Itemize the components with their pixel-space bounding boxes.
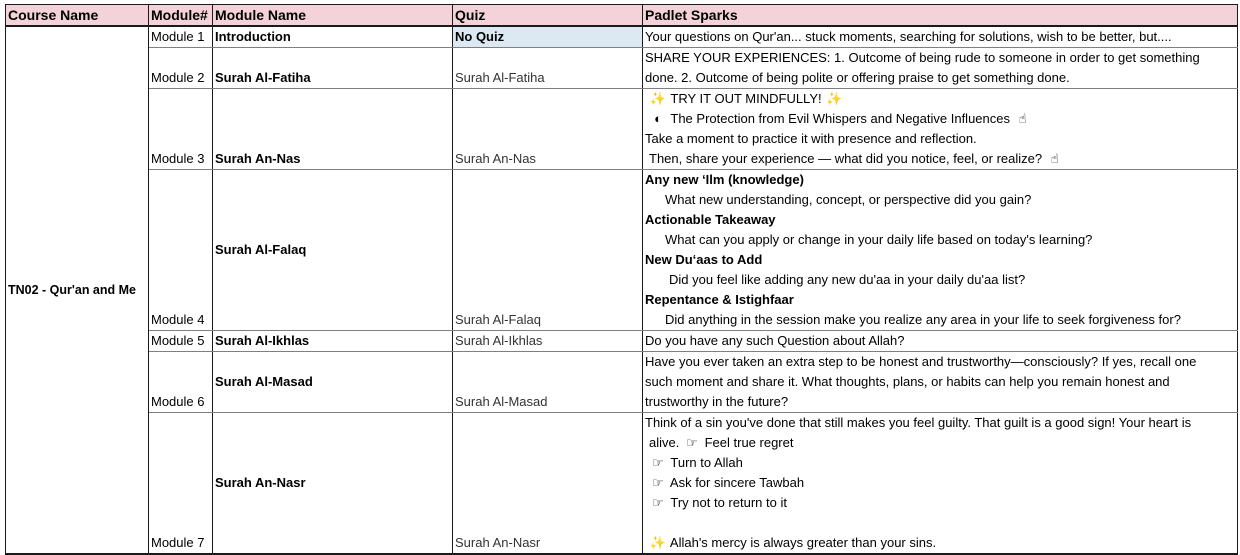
spark-line: What new understanding, concept, or perspective did you gain? [665, 192, 1032, 207]
spark-line: ◐ The Protection from Evil Whispers and Negative Influences ☝ [645, 109, 1235, 129]
header-padlet-sparks[interactable]: Padlet Sparks [643, 5, 1238, 27]
module-name-cell[interactable]: Surah Al-Falaq [213, 170, 453, 331]
quiz-cell[interactable]: Surah An-Nasr [453, 413, 643, 555]
table-row [6, 89, 1238, 170]
spark-heading: New Du‘aas to Add [645, 252, 763, 267]
spark-line: done. 2. Outcome of being polite or offering praise to get something done. [645, 70, 1070, 85]
quiz-cell[interactable]: No Quiz [453, 26, 643, 48]
module-number-cell[interactable]: Module 1 [149, 26, 213, 48]
spark-line: ✨ Allah's mercy is always greater than your sins. [645, 533, 1235, 553]
spark-heading: Repentance & Istighfaar [645, 292, 794, 307]
table-row [6, 352, 1238, 413]
header-course-name[interactable]: Course Name [6, 5, 149, 27]
module-number-cell[interactable]: Module 4 [149, 170, 213, 331]
spark-line: Did you feel like adding any new du'aa in your daily du'aa list? [669, 272, 1026, 287]
spark-line: What can you apply or change in your daily life based on today's learning? [665, 232, 1093, 247]
spark-line: Take a moment to practice it with presence and reflection. [645, 131, 977, 146]
spark-line: Think of a sin you've done that still makes you feel guilty. That guilt is a good sign! Your heart is [645, 415, 1192, 430]
module-name-cell[interactable]: Surah Al-Ikhlas [213, 331, 453, 352]
spark-line: ☞ Try not to return to it [645, 493, 1235, 513]
header-module-number[interactable]: Module# [149, 5, 213, 27]
spark-line: Have you ever taken an extra step to be honest and trustworthy—consciously? If yes, recall one [645, 354, 1197, 369]
course-name-cell[interactable]: TN02 - Qur'an and Me [6, 26, 149, 554]
spark-line: Do you have any such Question about Allah? [645, 333, 905, 348]
padlet-spark-cell[interactable] [643, 413, 1238, 555]
spark-line: Your questions on Qur'an... stuck moments, searching for solutions, wish to be better, but.... [645, 29, 1172, 44]
spark-heading: Any new ‘Ilm (knowledge) [645, 172, 804, 187]
spark-line: Then, share your experience — what did you notice, feel, or realize? ☝ [645, 149, 1235, 169]
spark-line: Did anything in the session make you realize any area in your life to seek forgiveness for? [665, 312, 1181, 327]
padlet-spark-cell[interactable] [643, 48, 1238, 89]
quiz-cell[interactable]: Surah Al-Falaq [453, 170, 643, 331]
spark-line: alive. ☞ Feel true regret [645, 433, 1235, 453]
spark-line: trustworthy in the future? [645, 394, 789, 409]
spark-heading: Actionable Takeaway [645, 212, 776, 227]
sparkles-icon: ✨ [649, 535, 667, 550]
padlet-spark-cell[interactable] [643, 331, 1238, 352]
quiz-cell[interactable]: Surah An-Nas [453, 89, 643, 170]
padlet-spark-cell[interactable] [643, 170, 1238, 331]
module-number-cell[interactable]: Module 6 [149, 352, 213, 413]
header-quiz[interactable]: Quiz [453, 5, 643, 27]
spark-line: SHARE YOUR EXPERIENCES: 1. Outcome of being rude to someone in order to get something [645, 50, 1200, 65]
pointing-hand-icon: ☞ [652, 475, 664, 490]
module-name-cell[interactable]: Surah Al-Masad [213, 352, 453, 413]
half-circle-icon: ◐ [654, 111, 662, 126]
spark-line [645, 513, 1235, 533]
header-row [6, 5, 1238, 27]
padlet-spark-cell[interactable] [643, 89, 1238, 170]
padlet-spark-cell[interactable] [643, 352, 1238, 413]
quiz-cell[interactable]: Surah Al-Masad [453, 352, 643, 413]
module-number-cell[interactable]: Module 3 [149, 89, 213, 170]
quiz-cell[interactable]: Surah Al-Ikhlas [453, 331, 643, 352]
module-name-cell[interactable]: Surah An-Nas [213, 89, 453, 170]
pointing-hand-icon: ☞ [652, 495, 664, 510]
header-module-name[interactable]: Module Name [213, 5, 453, 27]
spark-line: ☞ Turn to Allah [645, 453, 1235, 473]
pointing-hand-icon: ☞ [652, 455, 664, 470]
table-row [6, 170, 1238, 331]
module-number-cell[interactable]: Module 2 [149, 48, 213, 89]
spark-line: such moment and share it. What thoughts, plans, or habits can help you remain honest and [645, 374, 1170, 389]
spark-line: ✨ TRY IT OUT MINDFULLY! ✨ [645, 89, 1235, 109]
modules-table [5, 4, 1238, 555]
quiz-cell[interactable]: Surah Al-Fatiha [453, 48, 643, 89]
padlet-spark-cell[interactable] [643, 26, 1238, 48]
table-row [6, 48, 1238, 89]
module-number-cell[interactable]: Module 5 [149, 331, 213, 352]
hand-icon: ☝ [1018, 111, 1027, 126]
module-name-cell[interactable]: Introduction [213, 26, 453, 48]
pointing-hand-icon: ☞ [686, 435, 698, 450]
module-name-cell[interactable]: Surah Al-Fatiha [213, 48, 453, 89]
module-number-cell[interactable]: Module 7 [149, 413, 213, 555]
table-row [6, 413, 1238, 555]
hand-icon: ☝ [1050, 151, 1059, 166]
sparkles-icon: ✨ [649, 91, 667, 106]
table-row [6, 331, 1238, 352]
table-row [6, 26, 1238, 48]
spark-line: ☞ Ask for sincere Tawbah [645, 473, 1235, 493]
sparkles-icon: ✨ [826, 91, 843, 106]
module-name-cell[interactable]: Surah An-Nasr [213, 413, 453, 555]
